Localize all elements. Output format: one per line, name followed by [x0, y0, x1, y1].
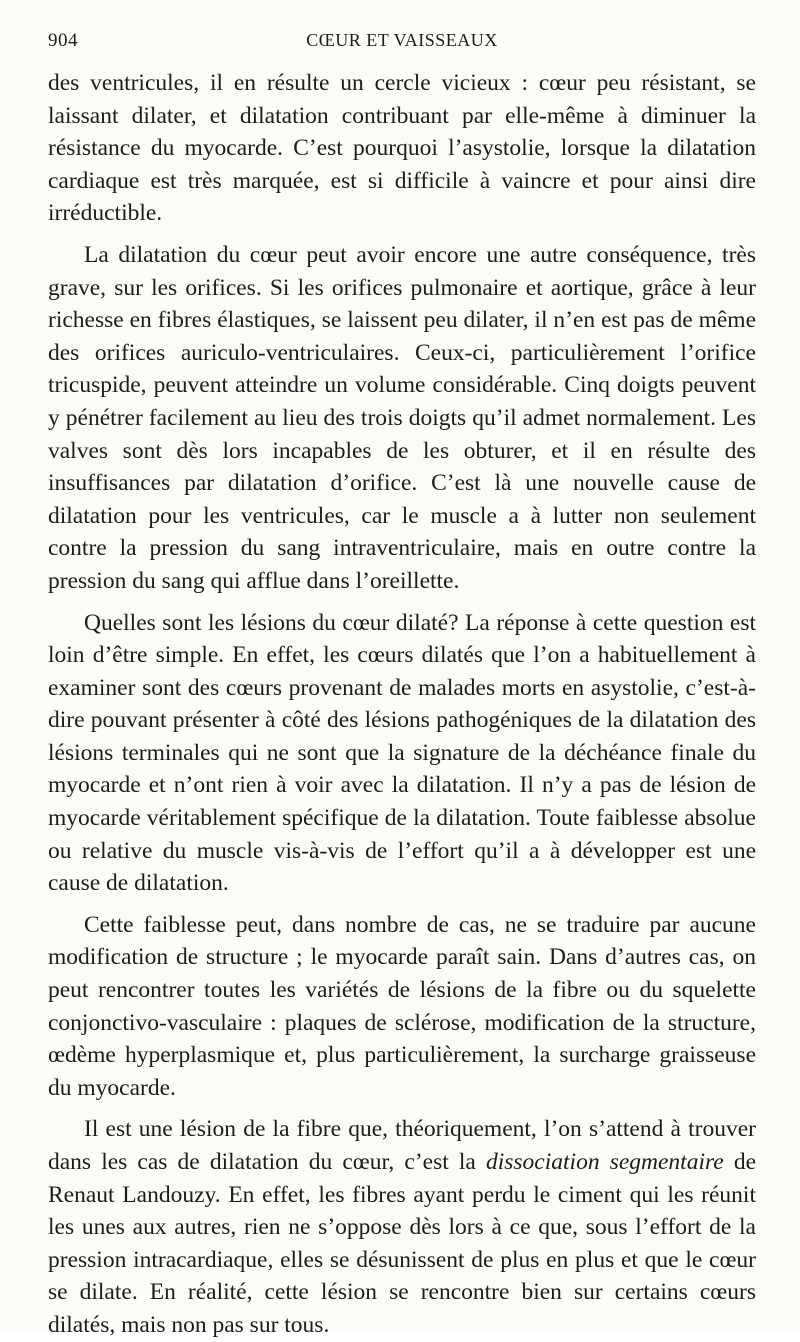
body-text [48, 67, 756, 1342]
paragraph-5-intro: Il est une lésion de la fibre que, théoriquement, l’on s’attend à trouver dans les cas de dilatation du cœur, c’est la [48, 1116, 756, 1175]
running-title: CŒUR ET VAISSEAUX [306, 30, 498, 50]
paragraph-4: Cette faiblesse peut, dans nombre de cas, ne se traduire par aucune modification de structure ; le myocarde paraît sain. Dans d’autres cas, on peut rencontrer toutes les variétés de lésions de la fibre ou du squelette conjonctivo-vasculaire : plaques de sclérose, modification de la structure, œdème hyperplasmique et, plus particulièrement, la surcharge graisseuse du myocarde. [48, 911, 756, 1101]
paragraph-3: Quelles sont les lésions du cœur dilaté? La réponse à cette question est loin d’être simple. En effet, les cœurs dilatés que l’on a habituellement à examiner sont des cœurs provenant de malades morts en asystolie, c’est-à-dire pouvant présenter à côté des lésions pathogéniques de la dilatation des lésions terminales qui ne sont que la signature de la déchéance finale du myocarde et n’ont rien à voir avec la dilatation. Il n’y a pas de lésion de myocarde véritablement spécifique de la dilatation. Toute faiblesse absolue ou relative du muscle vis-à-vis de l’effort qu’il a à développer est une cause de dilatation. [48, 609, 756, 897]
paragraph-1: des ventricules, il en résulte un cercle vicieux : cœur peu résistant, se laissant dilater, et dilatation contribuant par elle-même à diminuer la résistance du myocarde. C’est pourquoi l’asystolie, lorsque la dilatation cardiaque est très marquée, est si difficile à vaincre et pour ainsi dire irréductible. [48, 70, 756, 227]
page-header [48, 30, 756, 58]
paragraph-5 [48, 1113, 756, 1341]
page-number: 904 [48, 30, 78, 51]
italic-term: dissociation segmentaire [485, 1149, 724, 1175]
paragraph-5-rest: de Renaut Landouzy. En effet, les fibres ayant perdu le ciment qui les réunit les unes aux autres, rien ne s’oppose dès lors à ce que, sous l’effort de la pression intracardiaque, elles se désunissent de plus en plus et que le cœur se dilate. En réalité, cette lésion se rencontre bien sur certains cœurs dilatés, mais non pas sur tous. [48, 1149, 756, 1338]
paragraph-2: La dilatation du cœur peut avoir encore une autre conséquence, très grave, sur les orifices. Si les orifices pulmonaire et aortique, grâce à leur richesse en fibres élastiques, se laissent peu dilater, il n’en est pas de même des orifices auriculo-ventriculaires. Ceux-ci, particulièrement l’orifice tricuspide, peuvent atteindre un volume considérable. Cinq doigts peuvent y pénétrer facilement au lieu des trois doigts qu’il admet normalement. Les valves sont dès lors incapables de les obturer, et il en résulte des insuffisances par dilatation d’orifice. C’est là une nouvelle cause de dilatation pour les ventricules, car le muscle a à lutter non seulement contre la pression du sang intraventriculaire, mais en outre contre la pression du sang qui afflue dans l’oreillette. [48, 241, 756, 594]
